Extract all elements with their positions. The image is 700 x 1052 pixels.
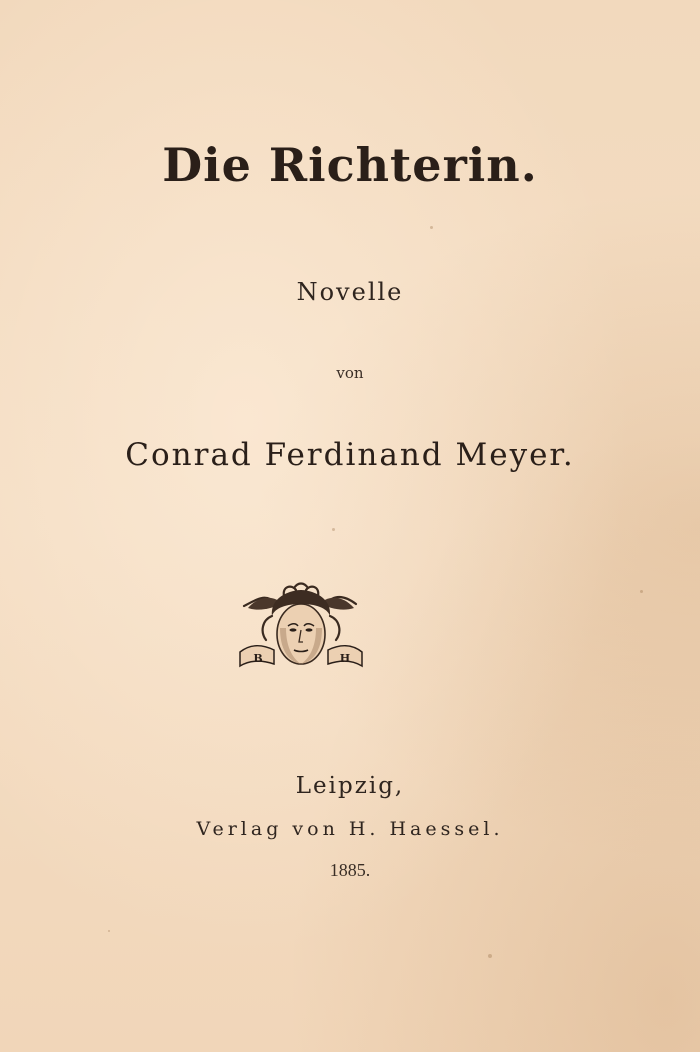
by-line: von	[336, 364, 364, 382]
paper-speck	[332, 528, 335, 531]
imprint-city: Leipzig,	[295, 773, 405, 799]
book-subtitle: Novelle	[296, 278, 404, 306]
monogram-right: H	[339, 652, 351, 665]
monogram-left: B	[253, 652, 263, 665]
paper-speck	[488, 954, 492, 958]
author-name: Conrad Ferdinand Meyer.	[125, 437, 575, 473]
imprint-year: 1885.	[329, 860, 371, 880]
book-title: Die Richterin.	[162, 138, 538, 192]
paper-speck	[108, 930, 110, 932]
paper-speck	[430, 226, 433, 229]
medusa-head-publisher-mark-icon	[236, 582, 366, 678]
paper-speck	[640, 590, 643, 593]
imprint-publisher: Verlag von H. Haessel.	[196, 818, 504, 840]
